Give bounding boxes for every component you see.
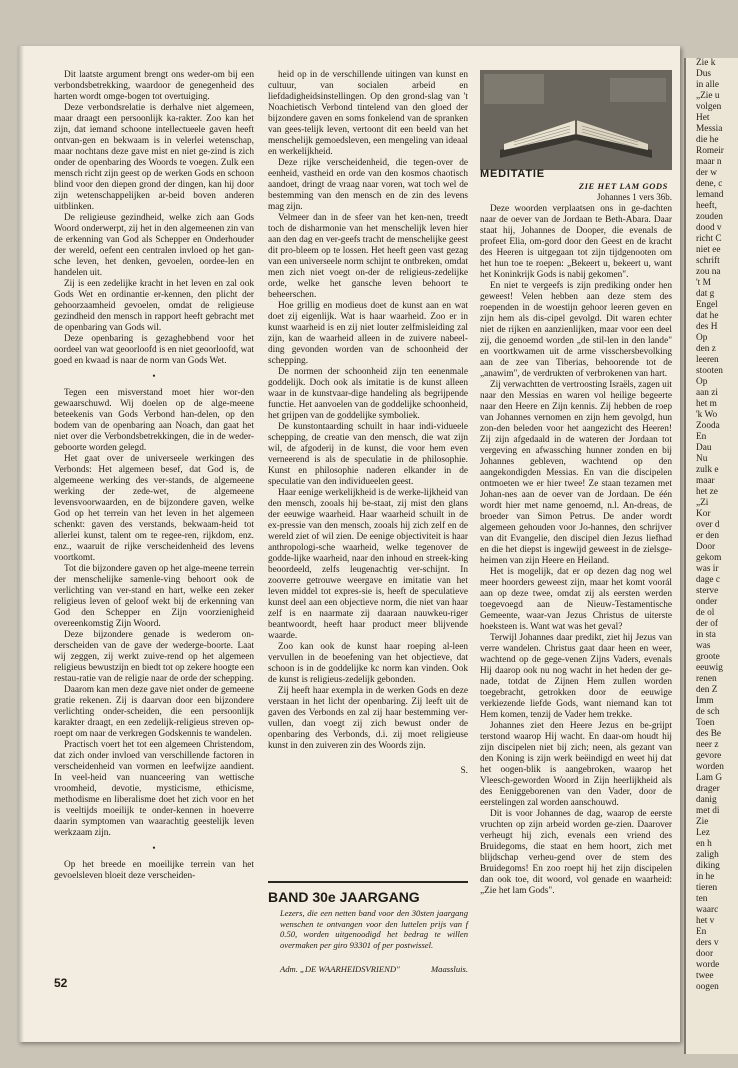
paragraph: Tegen een misverstand moet hier wor-den gewaarschuwd. Wij doelen op de alge-meene beteekenis van Gods Verbond han-delen, op den bodem van de openbaring aan Noach, dan gaat het niet over die Verbondsbetrekkingen, die in de weder-geboorte worden gelegd. (54, 388, 254, 453)
fragment-line: den Z (696, 685, 718, 695)
paragraph: De religieuse gezindheid, welke zich aan Gods Woord onderwerpt, zij het in den algemeenen zin van de erkenning van God als Schepper en Onderhouder der wereld, oefent een centralen invloed op het gan-sche leven, het denken, gevoelen, oordee-len en handelen uit. (54, 213, 254, 278)
fragment-line: worde (696, 960, 720, 970)
band-adm: Adm. „DE WAARHEIDSVRIEND" (280, 964, 400, 974)
column-3 (480, 192, 672, 1042)
fragment-line: Zooda (696, 421, 720, 431)
fragment-line: Op (696, 333, 708, 343)
fragment-line: „Zie u (696, 91, 720, 101)
meditatie-subtitle: ZIE HET LAM GODS (578, 181, 668, 191)
fragment-line: En (696, 927, 707, 937)
fragment-line: tieren (696, 883, 718, 893)
fragment-line: Op (696, 377, 708, 387)
fragment-line: Zie (696, 817, 709, 827)
fragment-line: was (696, 641, 711, 651)
paragraph: Practisch voert het tot een algemeen Christendom, dat zich onder invloed van verschillende factoren in verscheidenheid van vormen en leefwijze aandient. In veel-heid van nuanceering van wettische vroomheid, devotie, mysticisme, ethicisme, methodisme en liberalisme doet het zich voor en het is veeltijds moeilijk te onder-kennen in hoeverre daarin symptomen van waarachtig geestelijk leven werkzaam zijn. (54, 740, 254, 838)
band-signature (280, 964, 468, 975)
fragment-line: Romeir (696, 146, 724, 156)
fragment-line: Kor (696, 509, 711, 519)
fragment-line: in alle (696, 80, 719, 90)
fragment-line: des H (696, 322, 718, 332)
fragment-line: twee (696, 971, 714, 981)
fragment-line: den z (696, 344, 716, 354)
next-page-fragment (686, 58, 738, 993)
fragment-line: „Zi (696, 498, 709, 508)
fragment-line: er den (696, 531, 719, 541)
paragraph: Haar eenige werkelijkheid is de werke-lijkheid van den mensch, zooals hij be-staat, zij mist den glans der eeuwige waarheid. Haar waarheid schuilt in de ex-pressie van den mensch, zooals hij zich zelf en de wereld ziet of wil zien. De eenige objectiviteit is haar anthropologi-sche waarheid, welke tegenover de godde-lijke waarheid, naar den inhoud en streek-king beoordeeld, zelfs leugenachtig ver-schijnt. In zooverre getrouwe weergave en imitatie van het leven middel tot expres-sie is, heeft de speculatieve kunst deel aan een objectieve norm, die niet van haar zelf is en naarmate zij daaraan nauwkeu-riger beantwoordt, heeft haar product meer blijvende waarde. (268, 488, 468, 641)
next-page-edge (684, 58, 738, 1054)
fragment-line: Toen (696, 718, 715, 728)
fragment-line: zulk e (696, 465, 719, 475)
band-place: Maassluis. (430, 964, 468, 974)
fragment-line: en h (696, 839, 712, 849)
fragment-line: diking (696, 861, 720, 871)
fragment-line: Engel (696, 300, 718, 310)
paragraph: Hoe grillig en modieus doet de kunst aan en wat doet zij eigenlijk. Wat is haar waarheid. Zoo er in kunst waarheid is en zij niet louter zelfmisleiding zal zijn, kan de waarheid alleen in de zuivere nabeel-ding gevonden worden van de schoonheid der schepping. (268, 301, 468, 366)
paragraph: Op het breede en moeilijke terrein van het gevoelsleven bloeit deze verscheiden- (54, 860, 254, 881)
fragment-line: groote (696, 652, 720, 662)
fragment-line: Lez (696, 828, 710, 838)
fragment-line: door (696, 949, 714, 959)
section-divider: • (152, 843, 156, 853)
paragraph: Het gaat over de universeele werkingen des Verbonds: Het algemeen besef, dat God is, de algemeene werking des ver-stands, de algemeene werking der zede-wet, de algemeene levensvoorwaarden, en de bijzondere gaven, welke God op het terrein van het leven in het algemeen schenkt: gaven des verstands, bekwaam-heid tot allerlei kunst, talent om te regee-ren, rijkdom, enz. enz., waaruit de rijke verscheidenheid des levens voortkomt. (54, 454, 254, 563)
paragraph: De kunstontaarding schuilt in haar indi-vidueele schepping, de creatie van den mensch, die wat zijn wil, de afgoderij in de kunst, die voor hem even verneerend is als de speculatie in de philosophie. Kunst en philosophie naderen elkander in de speculatie van den individueelen geest. (268, 422, 468, 487)
fragment-line: der of (696, 619, 718, 629)
fragment-line: gevore (696, 751, 722, 761)
paragraph: Terwijl Johannes daar predikt, ziet hij Jezus van verre wandelen. Christus gaat daar heen en weer, wachtend op de gege-venen Zijns Vaders, evenals Hij daarop ook nu nog wacht in het heden der ge-nade, totdat de Zijnen Hem zullen worden toegebracht, getrokken door de eeuwige verkiezende liefde Gods, want niemand kan tot Hem komen, tenzij de Vader hem trekke. (480, 633, 672, 720)
fragment-line: volgen (696, 102, 722, 112)
fragment-line: neer z (696, 740, 719, 750)
fragment-line: danig (696, 795, 717, 805)
fragment-line: richt C (696, 234, 722, 244)
fragment-line: 't M (696, 278, 711, 288)
fragment-line: in sta (696, 630, 716, 640)
fragment-line: de ol (696, 608, 715, 618)
paragraph: Deze verbondsrelatie is derhalve niet algemeen, maar draagt een persoonlijk ka-rakter. Zoo kan het zijn, dat iemand schoone intellectueele gaven heeft ontvan-gen en bekwaam is in velerlei wetenschap, maar nochtans deze gave mist en niet ge-zind is zich onder de openbaring des Woords te voegen. Zulk een mensch richt zijn geest op de werken Gods en schoon blind voor den diepen grond der dingen, kan hij door zijn wetenschappelijken ar-beid boven anderen uitblinken. (54, 103, 254, 212)
paragraph: Deze openbaring is gezaghebbend voor het oordeel van wat geoorloofd is en niet geoorloofd, wat goed en kwaad is naar de norm van Gods Wet. (54, 334, 254, 366)
fragment-line: waarc (696, 905, 719, 915)
meditatie-heading: MEDITATIE (480, 168, 545, 180)
paragraph: Het is mogelijk, dat er op dezen dag nog wel meer hoorders geweest zijn, maar het komt voorál aan op deze twee, omdat zij als eersten werden toegevoegd aan de Nieuw-Testamentische Gemeente, waar-van Jezus Christus de uiterste hoeksteen is. Want wat was het geval? (480, 567, 672, 632)
fragment-line: dood v (696, 223, 722, 233)
paragraph: Daarom kan men deze gave niet onder de gemeene gratie rekenen. Zij is daarvan door een bijzondere verlichting onder-scheiden, die een persoonlijk karakter draagt, en een zedelijk-religieus streven op-roept om naar de verkregen Godskennis te wandelen. (54, 685, 254, 739)
fragment-line: ders v (696, 938, 719, 948)
fragment-line: Nu (696, 454, 708, 464)
paragraph: Deze rijke verscheidenheid, die tegen-over de eenheid, vastheid en orde van den kosmos chaotisch aandoet, dringt de vraag naar voren, wat toch wel de bestemming van den mensch en de zin des levens mag zijn. (268, 158, 468, 212)
fragment-line: Dus (696, 69, 711, 79)
fragment-line: heeft, (696, 201, 717, 211)
fragment-line: zaligh (696, 850, 719, 860)
paragraph: De normen der schoonheid zijn ten eenenmale goddelijk. Doch ook als imitatie is de kunst alleen waar in de kunstvaar-dige handeling als begrijpende functie. Het aanvoelen van de goddelijke schoonheid, het grijpen van de goddelijke symboliek. (268, 367, 468, 421)
fragment-line: worden (696, 762, 724, 772)
fragment-line: der w (696, 168, 717, 178)
page-fold-shadow (18, 46, 24, 1042)
fragment-line: Messia (696, 124, 723, 134)
paragraph: Deze bijzondere genade is wederom on-derscheiden van de gave der wederge-boorte. Laat wij zeggen, zij werkt zuive-rend op het algemeen religieus bewustzijn en biedt tot op zekere hoogte een restau-ratie van de religie naar de orde der schepping. (54, 630, 254, 684)
fragment-line: was ir (696, 564, 719, 574)
paragraph: Zij is een zedelijke kracht in het leven en zal ook Gods Wet en ordinantie er-kennen, den plicht der gehoorzaamheid gevoelen, omdat de religieuse gezindheid den mensch in rapport heeft gebracht met de openbaring van Gods wil. (54, 279, 254, 333)
paragraph: En niet te vergeefs is zijn prediking onder hen geweest! Velen hebben aan deze stem des roependen in de woestijn gehoor leeren geven en zijn hem als dis-cipel gevolgd. Dit waren echter niet de rijken en aanzienlijken, maar voor een deel zij, die genoemd worden „de stil-len in den lande" en voortkwamen uit de arme visschersbevolking aan de zee van Tiberias, behoorende tot de „anawim", de verdrukten of verbrokenen van hart. (480, 281, 672, 379)
fragment-line: oogen (696, 982, 719, 992)
paragraph: Tot die bijzondere gaven op het alge-meene terrein der menschelijke samenle-ving behoort ook de verlichting van ver-stand en hart, welke een zeker religieus leven of geloof wekt bij de erkenning van God den Schepper en Zijn voorzienigheid overeenkomstig Zijn Woord. (54, 564, 254, 629)
fragment-line: renen (696, 674, 717, 684)
column-1 (54, 70, 254, 990)
fragment-line: Imm (696, 696, 714, 706)
fragment-line: 'k Wo (696, 410, 718, 420)
fragment-line: Zie k (696, 58, 716, 68)
fragment-line: dene, c (696, 179, 723, 189)
fragment-line: dat he (696, 311, 719, 321)
paragraph: Dit is voor Johannes de dag, waarop de eerste vruchten op zijn arbeid worden ge-zien. Daarover verheugt hij zich, evenals een vriend des Bruidegoms, die staat en hem hoort, zich met blijdschap verheu-gend over de stem des Bruidegoms! En zoo roept hij het zijn discipelen dan ook toe, dit woord, vol genade en waarheid: „Zie het lam Gods". (480, 809, 672, 896)
paragraph: Johannes ziet den Heere Jezus en be-grijpt terstond waarop Hij wacht. En daar-om houdt hij zijn discipelen niet bij zich; neen, als gezant van den Koning is zijn werk beëindigd en weet hij dat het oogen-blik is aangebroken, waarop het Vleesch-geworden Woord in Zijn heerlijkheid als des Eeniggeborenen van den Vader, door de eerstelingen zal worden aanschouwd. (480, 721, 672, 808)
fragment-line: ten (696, 894, 708, 904)
fragment-line: maar n (696, 157, 722, 167)
fragment-line: gekom (696, 553, 722, 563)
fragment-line: de sch (696, 707, 720, 717)
band-heading: BAND 30e JAARGANG (268, 889, 420, 905)
paragraph: Zij verwachtten de vertroosting Israëls, zagen uit naar den Messias en waren vol heilige begeerte naar den Heere en Zijn kennis. Zij hebben de roep van Johannes vernomen en zijn hem gevolgd, hun zon-den beleden voor het aangezicht des Heeren! Zij zijn afgedaald in de wateren der Jordaan tot vergeving en afwassching hunner zonden en bij Johannes gebleven, wachtend op den aangekondigden Messias. En van die discipelen ontmoeten we er hier twee! Ze staan tezamen met Johan-nes aan de oever van de Jordaan. De één wordt hier met name genoemd, n.l. An-dreas, de broeder van Simon Petrus. De ander wordt algemeen gehouden voor Jo-hannes, den schrijver van dit Evangelie, den discipel dien Jezus liefhad en die het diepst is ingewijd geweest in de zielsge-heimen van zijn Heere en Heiland. (480, 380, 672, 566)
newspaper-page (18, 46, 680, 1042)
bible-reference: Johannes 1 vers 36b. (597, 192, 672, 202)
fragment-line: drager (696, 784, 720, 794)
fragment-line: dage c (696, 575, 721, 585)
fragment-line: En (696, 432, 707, 442)
fragment-line: maar (696, 476, 715, 486)
fragment-line: des Be (696, 729, 722, 739)
fragment-line: in he (696, 872, 715, 882)
fragment-line: die he (696, 135, 719, 145)
fragment-line: aan zi (696, 388, 718, 398)
fragment-line: over d (696, 520, 720, 530)
author-signature: S. (460, 766, 468, 776)
paragraph: Zij heeft haar exempla in de werken Gods en deze verstaan in het licht der openbaring. Zij leeft uit de gaven des Verbonds en zal zij haar bestemming ver-vullen, dan voegt zij zich bewust onder de openbaring des Verbonds, d.i. zij moet religieuse kunst in den zuiveren zin des Woords zijn. (268, 686, 468, 751)
fragment-line: het v (696, 916, 715, 926)
fragment-line: Door (696, 542, 716, 552)
fragment-line: het ze (696, 487, 718, 497)
fragment-line: Het (696, 113, 710, 123)
fragment-line: met di (696, 806, 720, 816)
fragment-line: lemand (696, 190, 724, 200)
fragment-line: het m (696, 399, 717, 409)
fragment-line: Lam G (696, 773, 723, 783)
paragraph: Zoo kan ook de kunst haar roeping al-leen vervullen in de beoefening van het objectieve, dat schoon is in de goddelijke kc norm kan vinden. Ook de kunst is religieus-zedelijk gebonden. (268, 642, 468, 685)
fragment-line: schrift (696, 256, 720, 266)
fragment-line: leeren (696, 355, 719, 365)
open-book-icon (480, 70, 672, 170)
page-number: 52 (54, 976, 68, 990)
fragment-line: zou na (696, 267, 721, 277)
column-2 (268, 70, 468, 840)
fragment-line: niet ee (696, 245, 721, 255)
fragment-line: eeuwig (696, 663, 723, 673)
fragment-line: Dau (696, 443, 712, 453)
paragraph: Velmeer dan in de sfeer van het ken-nen, treedt toch de disharmonie van het menschelijk leven hier aan den dag en ver-geefs tracht de menschelijke geest dit pro-bleem op te lossen. Het heeft geen vast gezag van een universeele norm schijnt te ontbreken, omdat men zich niet voegt on-der de religieus-zedelijke orde, welke het gansche leven behoort te beheerschen. (268, 213, 468, 300)
band-notice: Lezers, die een netten band voor den 30sten jaargang wenschen te ontvangen voor den luttelen prijs van f 0.50, worden uitgenoodigd het bedrag te willen overmaken per giro 93301 of per postwissel. (280, 908, 468, 950)
fragment-line: onder (696, 597, 718, 607)
fragment-line: stooten (696, 366, 723, 376)
paragraph: Dit laatste argument brengt ons weder-om bij een verbondsbetrekking, waardoor de genegenheid des harten wordt omge-bogen tot overtuiging. (54, 70, 254, 102)
paragraph: Deze woorden verplaatsen ons in ge-dachten naar de oever van de Jordaan te Beth-Abara. Daar staat hij, Johannes de Dooper, die evenals de profeet Elia, om-gord door den Geest en de kracht des Heeren is uitgegaan tot zijn tijdgenooten om het hun toe te roepen: „Bekeert u, bekeert u, want het Koninkrijk Gods is nabij gekomen". (480, 204, 672, 280)
section-divider: • (152, 371, 156, 381)
open-bible-illustration (480, 70, 672, 170)
fragment-line: zouden (696, 212, 723, 222)
fragment-line: sterve (696, 586, 719, 596)
band-divider (268, 881, 468, 883)
fragment-line: dat g (696, 289, 715, 299)
paragraph: heid op in de verschillende uitingen van kunst en cultuur, van socialen arbeid en liefdadigheidsinstellingen. Op den grond-slag van 't Noachietisch Verbond tintelend van den gloed der bijzondere gaven en soms fonkelend van de spranken van gees-telijk leven, vertoont dit een beeld van het menschelijk gemoedsleven, een mengeling van ideaal en werkelijkheid. (268, 70, 468, 157)
